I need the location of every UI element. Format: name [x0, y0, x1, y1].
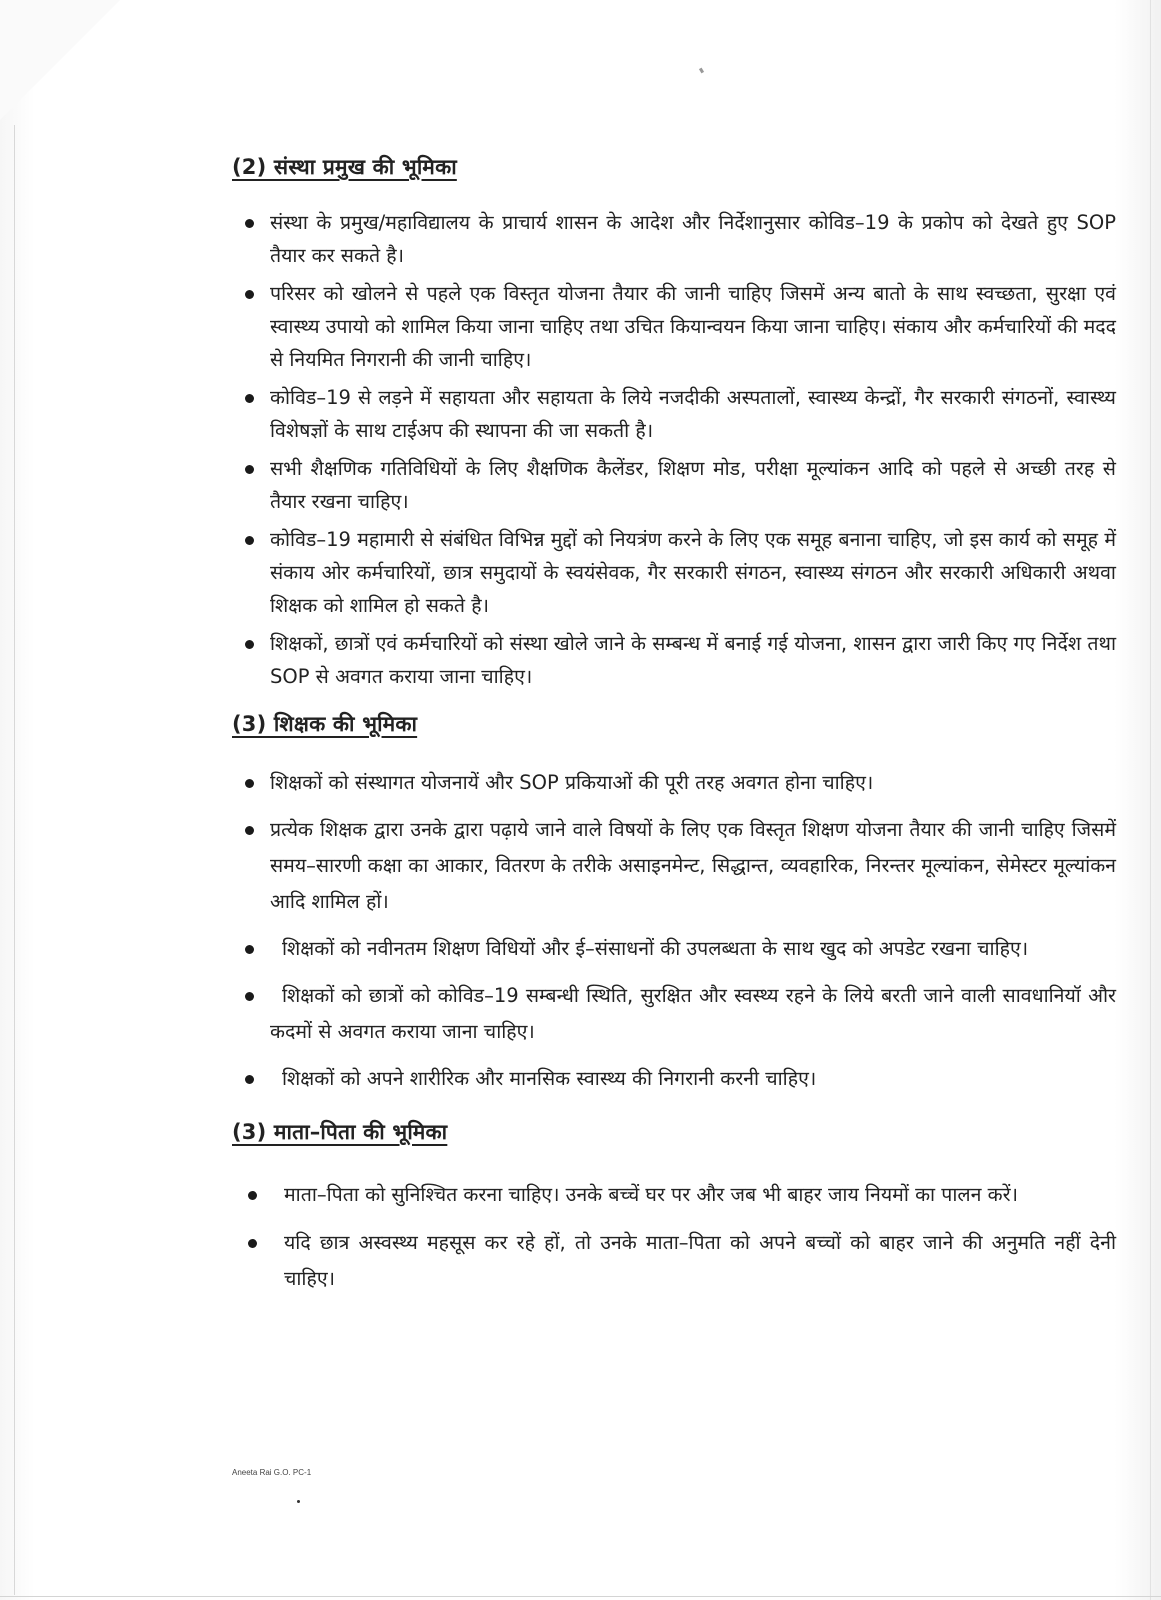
section-heading: (3) शिक्षक की भूमिका	[232, 712, 418, 736]
bullet-icon	[245, 394, 254, 403]
bullet-icon	[245, 536, 254, 545]
list-item	[232, 452, 1116, 518]
list-item-text: शिक्षकों को अपने शारीरिक और मानसिक स्वास्थ्य की निगरानी करनी चाहिए।	[282, 1067, 817, 1090]
list-item	[232, 206, 1116, 272]
page-corner-fold	[0, 0, 120, 120]
bullet-list	[232, 1177, 1116, 1297]
bullet-icon	[245, 640, 254, 649]
list-item	[232, 812, 1116, 920]
page-bottom-edge	[0, 1596, 1161, 1597]
list-item	[232, 523, 1116, 622]
bullet-icon	[245, 826, 254, 835]
list-item-text: संस्था के प्रमुख/महाविद्यालय के प्राचार्य शासन के आदेश और निर्देशानुसार कोविड–19 के प्रकोप को देखते हुए SOP तैयार कर सकते है।	[270, 211, 1116, 267]
list-item	[232, 627, 1116, 693]
section-parent-role	[232, 1115, 1116, 1297]
list-item-text: कोविड–19 महामारी से संबंधित विभिन्न मुद्दों को नियत्रंण करने के लिए एक समूह बनाना चाहिए, जो इस कार्य को समूह में संकाय ओर कर्मचारियों, छात्र समुदायों के स्वयंसेवक, गैर सरकारी संगठन, स्वास्थ्य संगठन और सरकारी अधिकारी अथवा शिक्षक को शामिल हो सकते है।	[270, 528, 1116, 617]
list-item-text: माता–पिता को सुनिश्चित करना चाहिए। उनके बच्चें घर पर और जब भी बाहर जाय नियमों का पालन करें।	[284, 1183, 1019, 1206]
list-item	[232, 381, 1116, 447]
bullet-icon	[245, 219, 254, 228]
list-item	[232, 1225, 1116, 1297]
list-item-text: शिक्षकों को संस्थागत योजनायें और SOP प्रकियाओं की पूरी तरह अवगत होना चाहिए।	[270, 771, 874, 794]
list-item	[232, 765, 1116, 801]
list-item-text: शिक्षकों, छात्रों एवं कर्मचारियों को संस्था खोले जाने के सम्बन्ध में बनाई गई योजना, शासन द्वारा जारी किए गए निर्देश तथा SOP से अवगत कराया जाना चाहिए।	[270, 632, 1116, 688]
footer-dot	[297, 1500, 300, 1503]
list-item	[232, 978, 1116, 1050]
list-item	[232, 931, 1116, 967]
list-item	[232, 1177, 1116, 1213]
bullet-icon	[245, 992, 254, 1001]
bullet-icon	[245, 945, 254, 954]
section-institution-head-role	[232, 150, 1116, 693]
bullet-icon	[248, 1239, 257, 1248]
page-right-edge	[1150, 0, 1151, 1600]
bullet-list	[232, 765, 1116, 1097]
list-item	[232, 1061, 1116, 1097]
list-item-text: यदि छात्र अस्वस्थ्य महसूस कर रहे हों, तो उनके माता–पिता को अपने बच्चों को बाहर जाने की अनुमति नहीं देनी चाहिए।	[284, 1231, 1116, 1290]
list-item-text: शिक्षकों को नवीनतम शिक्षण विधियों और ई–संसाधनों की उपलब्धता के साथ खुद को अपडेट रखना चाहिए।	[282, 937, 1029, 960]
list-item-text: परिसर को खोलने से पहले एक विस्तृत योजना तैयार की जानी चाहिए जिसमें अन्य बातो के साथ स्वच्छता, सुरक्षा एवं स्वास्थ्य उपायो को शामिल किया जाना चाहिए तथा उचित कियान्वयन किया जाना चाहिए। संकाय और कर्मचारियों की मदद से नियमित निगरानी की जानी चाहिए।	[270, 282, 1116, 371]
list-item-text: प्रत्येक शिक्षक द्वारा उनके द्वारा पढ़ाये जाने वाले विषयों के लिए एक विस्तृत शिक्षण योजना तैयार की जानी चाहिए जिसमें समय–सारणी कक्षा का आकार, वितरण के तरीके असाइनमेन्ट, सिद्धान्त, व्यवहारिक, निरन्तर मूल्यांकन, सेमेस्टर मूल्यांकन आदि शामिल हों।	[270, 818, 1116, 913]
list-item-text: शिक्षकों को छात्रों को कोविड–19 सम्बन्धी स्थिति, सुरक्षित और स्वस्थ्य रहने के लिये बरती जाने वाली सावधानियॉ और कदमों से अवगत कराया जाना चाहिए।	[270, 984, 1116, 1043]
document-body	[232, 150, 1116, 1309]
section-heading: (2) संस्था प्रमुख की भूमिका	[232, 155, 457, 179]
page-left-edge	[14, 125, 15, 1595]
bullet-icon	[245, 290, 254, 299]
list-item-text: सभी शैक्षणिक गतिविधियों के लिए शैक्षणिक कैलेंडर, शिक्षण मोड, परीक्षा मूल्यांकन आदि को पहले से अच्छी तरह से तैयार रखना चाहिए।	[270, 457, 1116, 513]
bullet-icon	[248, 1191, 257, 1200]
list-item	[232, 277, 1116, 376]
footer-signature-note: Aneeta Rai G.O. PC-1	[232, 1468, 312, 1477]
section-teacher-role	[232, 707, 1116, 1097]
bullet-icon	[245, 1075, 254, 1084]
list-item-text: कोविड–19 से लड़ने में सहायता और सहायता के लिये नजदीकी अस्पतालों, स्वास्थ्य केन्द्रों, गैर सरकारी संगठनों, स्वास्थ्य विशेषज्ञों के साथ टाईअप की स्थापना की जा सकती है।	[270, 386, 1116, 442]
bullet-list	[232, 206, 1116, 693]
bullet-icon	[245, 779, 254, 788]
section-heading: (3) माता–पिता की भूमिका	[232, 1120, 448, 1144]
bullet-icon	[245, 465, 254, 474]
